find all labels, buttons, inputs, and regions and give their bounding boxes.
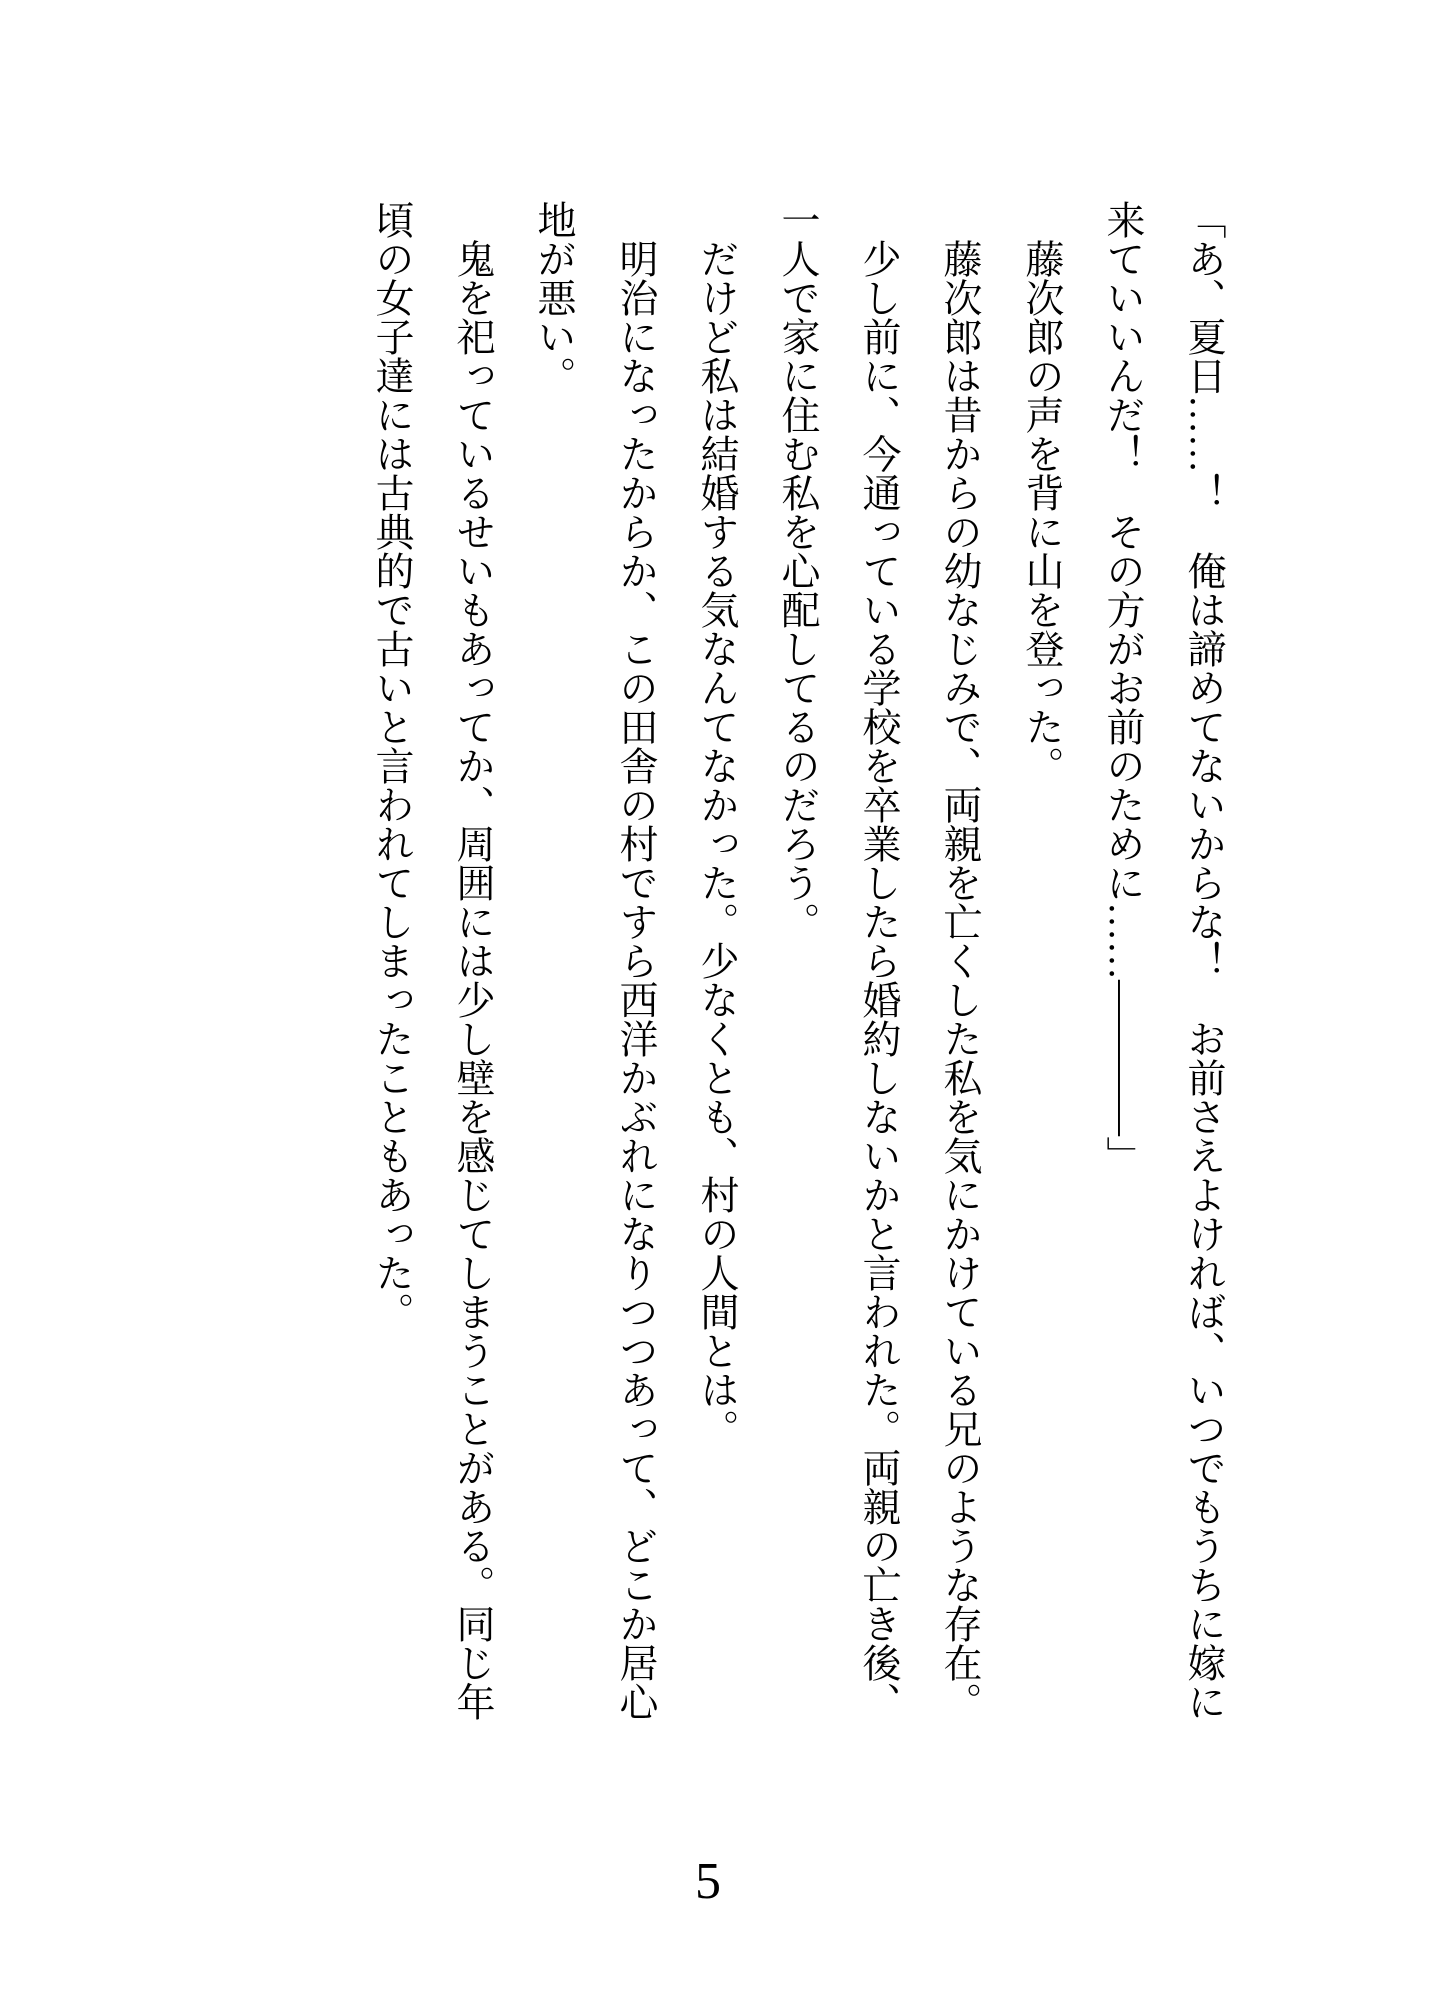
narration-line: だけど私は結婚する気なんてなかった。少なくとも、村の人間とは。	[695, 239, 738, 1448]
narration-line: 一人で家に住む私を心配してるのだろう。	[776, 200, 819, 941]
narration-line: 少し前に、今通っている学校を卒業したら婚約しないかと言われた。両親の亡き後、	[857, 239, 900, 1721]
narration-line: 明治になったからか、この田舎の村ですら西洋かぶれになりつつあって、どこか居心	[614, 239, 657, 1721]
page-number: 5	[695, 1853, 721, 1910]
dialogue-line: 来ていいんだ！ その方がお前のために……――――」	[1101, 200, 1144, 1175]
dialogue-line: 「あ、夏日……！ 俺は諦めてないからな！ お前さえよければ、いつでもうちに嫁に	[1182, 200, 1225, 1721]
narration-line: 藤次郎の声を背に山を登った。	[1020, 239, 1063, 785]
narration-line: 鬼を祀っているせいもあってか、周囲には少し壁を感じてしまうことがある。同じ年	[451, 239, 494, 1721]
narration-line: 地が悪い。	[532, 200, 575, 395]
narration-line: 藤次郎は昔からの幼なじみで、両親を亡くした私を気にかけている兄のような存在。	[938, 239, 981, 1721]
narration-line: 頃の女子達には古典的で古いと言われてしまったこともあった。	[370, 200, 413, 1331]
